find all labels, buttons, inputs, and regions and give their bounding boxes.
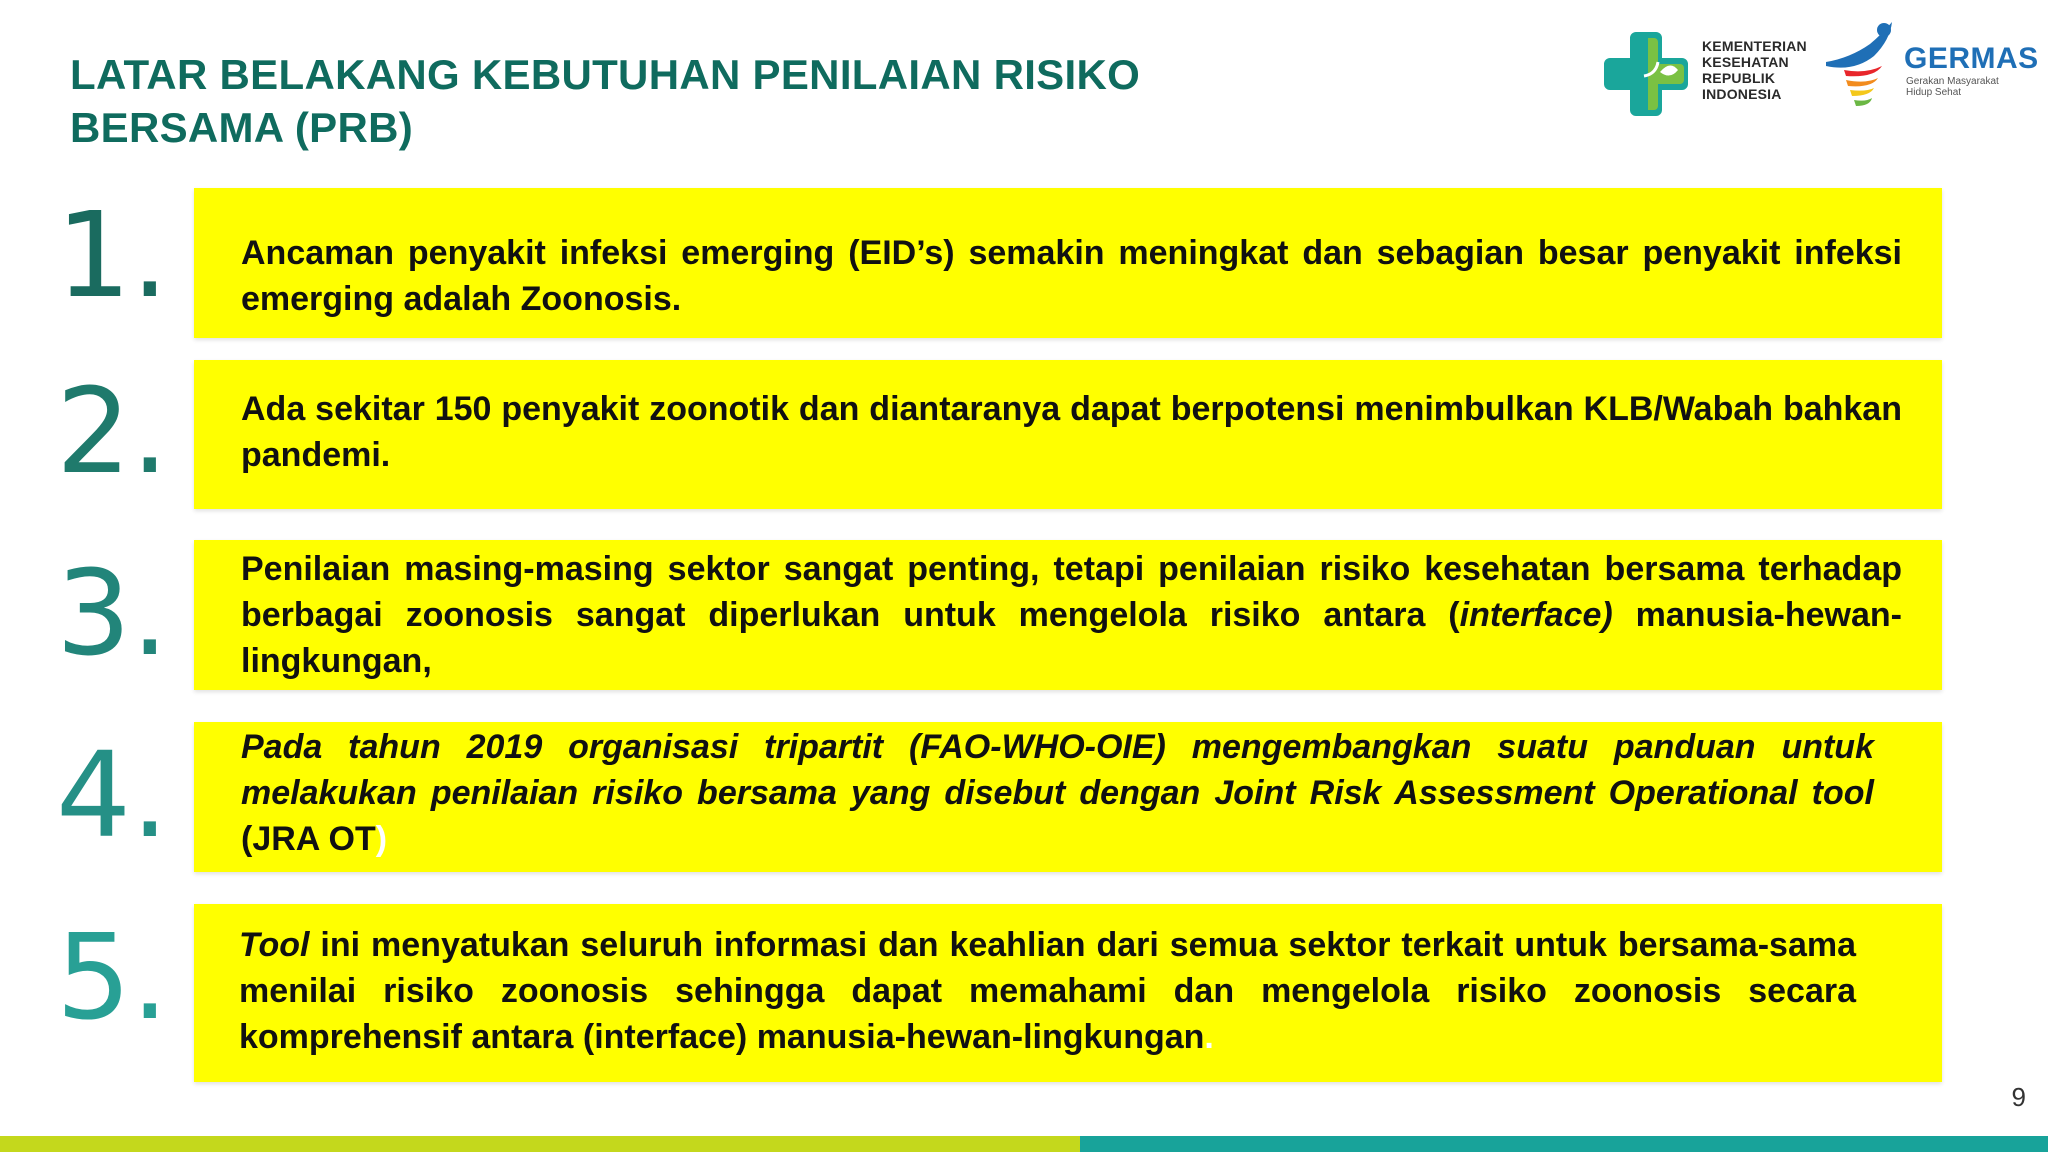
kemenkes-logo bbox=[1598, 26, 1808, 122]
slide-title bbox=[70, 48, 1250, 154]
item-4-text: Pada tahun 2019 organisasi tripartit (FAO-WHO-OIE) mengembangkan suatu panduan untuk melakukan penilaian risiko bersama yang disebut dengan Joint Risk Assessment Operational tool (JRA OT) bbox=[241, 728, 1874, 858]
item-2-box bbox=[194, 360, 1942, 509]
item-1-text: Ancaman penyakit infeksi emerging (EID’s) semakin meningkat dan sebagian besar penyakit infeksi emerging adalah Zoonosis. bbox=[241, 234, 1902, 318]
item-2-text: Ada sekitar 150 penyakit zoonotik dan diantaranya dapat berpotensi menimbulkan KLB/Wabah bahkan pandemi. bbox=[241, 390, 1902, 474]
page-number: 9 bbox=[2011, 1082, 2026, 1112]
slide-title-line1: LATAR BELAKANG KEBUTUHAN PENILAIAN RISIKO bbox=[70, 51, 1141, 98]
germas-tagline: Gerakan Masyarakat Hidup Sehat bbox=[1906, 76, 1999, 98]
item-1-box bbox=[194, 188, 1942, 338]
germas-wordmark: GERMAS bbox=[1904, 42, 2039, 75]
kemenkes-wordmark: KEMENTERIAN KESEHATAN REPUBLIK INDONESIA bbox=[1702, 38, 1807, 102]
footer-bar-green bbox=[0, 1136, 1080, 1152]
item-4-number: 4. bbox=[56, 726, 169, 864]
germas-logo bbox=[1822, 18, 2039, 118]
item-5-text: Tool ini menyatukan seluruh informasi dan keahlian dari semua sektor terkait untuk bersama-sama menilai risiko zoonosis sehingga dapat memahami dan mengelola risiko zoonosis secara komprehensif antara (interface) manusia-hewan-lingkungan. bbox=[239, 926, 1856, 1056]
item-3-number: 3. bbox=[56, 544, 169, 682]
item-3-box bbox=[194, 540, 1942, 690]
item-4-box bbox=[194, 722, 1942, 872]
item-1-number: 1. bbox=[56, 186, 169, 324]
germas-emblem-icon bbox=[1822, 18, 1906, 114]
item-5-number: 5. bbox=[56, 908, 169, 1046]
footer-bar-teal bbox=[1080, 1136, 2048, 1152]
item-5-box bbox=[194, 904, 1942, 1082]
item-3-text: Penilaian masing-masing sektor sangat penting, tetapi penilaian risiko kesehatan bersama terhadap berbagai zoonosis sangat diperlukan untuk mengelola risiko antara (interface) manusia-hewan-lingkungan, bbox=[241, 550, 1902, 680]
kemenkes-emblem-icon bbox=[1598, 26, 1694, 122]
slide-title-line2: BERSAMA (PRB) bbox=[70, 104, 413, 151]
item-2-number: 2. bbox=[56, 362, 169, 500]
